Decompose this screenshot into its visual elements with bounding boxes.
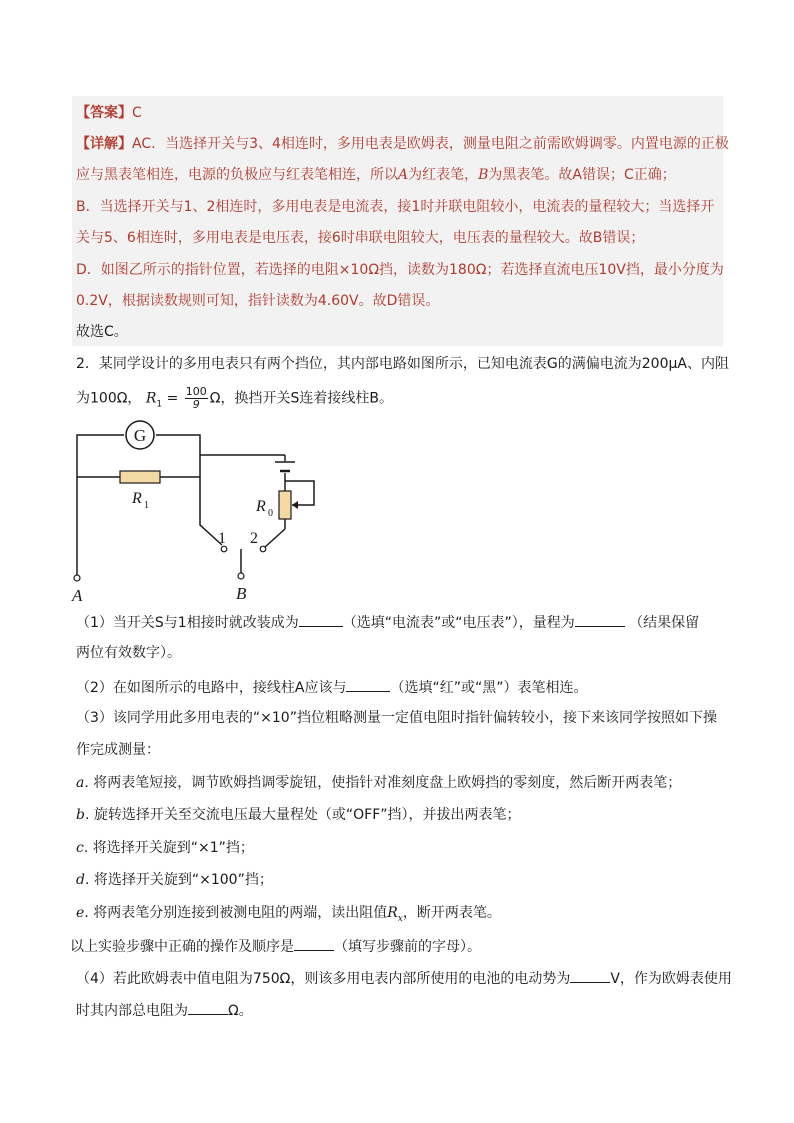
terminal-b-icon (238, 573, 244, 579)
detail-line-2: 应与黑表笔相连，电源的负极应与红表笔相连，所以A为红表笔，B为黑表笔。故A错误；C正确； (76, 167, 676, 183)
terminal-1-icon (221, 546, 227, 552)
wire-to-terminal-2 (265, 529, 285, 547)
step-d: d. 将选择开关旋到“×100”挡； (76, 872, 273, 888)
sub3-line-1: （3）该同学用此多用电表的“×10”挡位粗略测量一定值电阻时指针偏转较小，接下来该同学按照如下操 (76, 710, 717, 726)
answer-blank-2[interactable] (575, 612, 625, 627)
detail-line-3: B．当选择开关与1、2相连时，多用电表是电流表，接1时并联电阻较小，电流表的量程较大；当选择开 (76, 199, 715, 215)
order-line: 以上实验步骤中正确的操作及顺序是 （填写步骤前的字母）。 (70, 936, 481, 956)
wire-left (77, 435, 124, 575)
answer-blank-3[interactable] (346, 677, 390, 692)
question2-line-1: 2．某同学设计的多用电表只有两个挡位，其内部电路如图所示，已知电流表G的满偏电流为200μA、内阻 (76, 356, 729, 372)
wire-top-right (156, 435, 200, 454)
circuit-diagram (60, 415, 350, 610)
answer-value: C (132, 105, 142, 121)
step-e: e. 将两表笔分别连接到被测电阻的两端，读出阻值$R_x$，断开两表笔。 (76, 905, 501, 924)
answer-line (76, 104, 142, 122)
terminal-a-icon (74, 575, 80, 581)
answer-blank-4[interactable] (294, 936, 334, 951)
step-b: b. 旋转选择开关至交流电压最大量程处（或“OFF”挡），并拔出两表笔； (76, 807, 521, 823)
answer-blank-1[interactable] (299, 612, 343, 627)
resistor-r1-icon (120, 471, 160, 483)
galvanometer-label: G (133, 426, 147, 445)
detail-line-5: D．如图乙所示的指针位置，若选择的电阻×10Ω挡，读数为180Ω；若选择直流电压10V挡，最小分度为 (76, 262, 724, 278)
sub3-line-2: 作完成测量： (76, 742, 160, 758)
question2-line-2: 为100Ω， $R_1$ = $\frac{100}{9}$ Ω，换挡开关S连着接线柱B。 (76, 385, 393, 411)
sub2-line: （2）在如图所示的电路中，接线柱A应该与 （选填“红”或“黑”）表笔相连。 (76, 677, 588, 697)
terminal-b-label: B (236, 584, 247, 603)
answer-tag: 【答案】 (76, 105, 132, 121)
answer-blank-5[interactable] (570, 968, 610, 983)
r1-label: R (132, 490, 142, 507)
terminal-2-icon (260, 546, 266, 552)
terminal-2-label: 2 (250, 530, 258, 547)
terminal-a-label: A (72, 586, 83, 605)
detail-line-4: 关与5、6相连时，多用电表是电压表，接6时串联电阻较大，电压表的量程较大。故B错误； (76, 230, 645, 246)
rheostat-arrow-icon (292, 501, 298, 509)
r1-subscript: 1 (144, 500, 149, 511)
sub1-line-2: 两位有效数字）。 (76, 645, 181, 661)
r1-fraction: $\frac{100}{9}$ (185, 385, 207, 411)
r0-subscript: 0 (268, 508, 273, 519)
step-c: c. 将选择开关旋到“×1”挡； (76, 840, 254, 856)
step-a: a. 将两表笔短接，调节欧姆挡调零旋钮，使指针对准刻度盘上欧姆挡的零刻度，然后断开两表笔； (76, 775, 682, 791)
terminal-1-label: 1 (218, 530, 226, 547)
detail-line-6: 0.2V，根据读数规则可知，指针读数为4.60V。故D错误。 (76, 293, 440, 309)
detail-line-7: 故选C。 (76, 324, 128, 340)
detail-tag: 【详解】 (76, 136, 132, 152)
detail-line-1: 【详解】AC．当选择开关与3、4相连时，多用电表是欧姆表，测量电阻之前需欧姆调零。内置电源的正极 (76, 136, 729, 152)
sub4-line-1: （4）若此欧姆表中值电阻为750Ω，则该多用电表内部所使用的电池的电动势为 V，作为欧姆表使用 (76, 968, 732, 988)
r0-label: R (256, 498, 266, 515)
sub4-line-2: 时其内部总电阻为 Ω。 (76, 1000, 253, 1020)
sub1-line-1: （1）当开关S与1相接时就改装成为 （选填“电流表”或“电压表”），量程为 （结果保留 (76, 612, 699, 632)
answer-blank-6[interactable] (188, 1000, 228, 1015)
rheostat-r0-icon (279, 491, 291, 519)
